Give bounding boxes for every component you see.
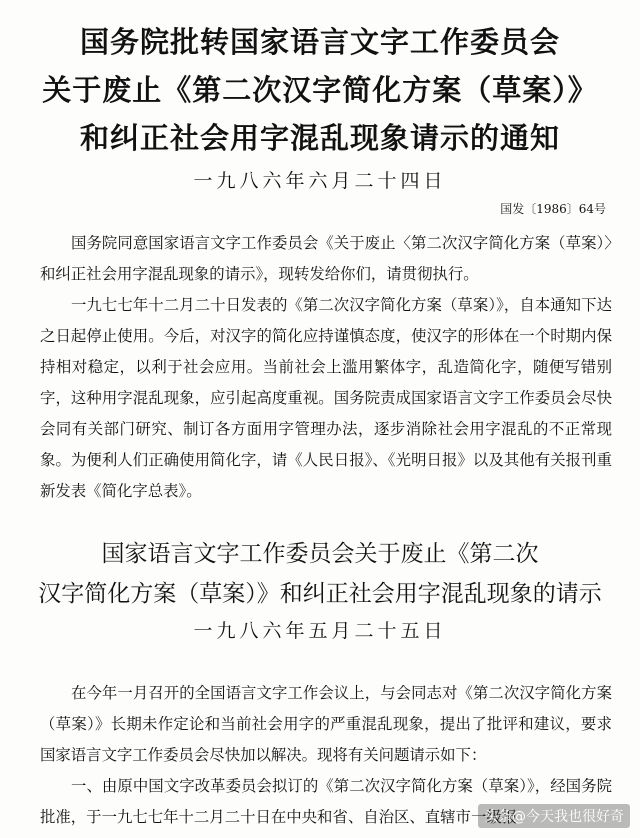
notice-title-line-2: 关于废止《第二次汉字简化方案（草案）》 — [42, 73, 598, 107]
document-number: 国发〔1986〕64号 — [500, 202, 606, 216]
request-paragraph-2: 一、由原中国文字改革委员会拟订的《第二次汉字简化方案（草案）》，经国务院批准，于一九七七年十二月二十日在中央和省、自治区、直辖市一级报 — [40, 777, 612, 826]
notice-paragraph-1: 国务院同意国家语言文字工作委员会《关于废止〈第二次汉字简化方案（草案）〉和纠正社会用字混乱现象的请示》，现转发给你们，请贯彻执行。 — [40, 234, 612, 283]
watermark-label: 头条@今天我也很好奇 — [478, 804, 630, 828]
notice-date: 一九八六年六月二十四日 — [193, 170, 447, 192]
request-date: 一九八六年五月二十五日 — [193, 620, 447, 642]
notice-title-line-1: 国务院批转国家语言文字工作委员会 — [79, 25, 560, 59]
notice-title-line-3: 和纠正社会用字混乱现象请示的通知 — [79, 121, 560, 155]
request-paragraph-1: 在今年一月召开的全国语言文字工作会议上，与会同志对《第二次汉字简化方案（草案）》长期未作定论和当前社会用字的严重混乱现象，提出了批评和建议，要求国家语言文字工作委员会尽快加以解决。现将有关问题请示如下： — [40, 684, 612, 764]
notice-paragraph-2: 一九七七年十二月二十日发表的《第二次汉字简化方案（草案）》，自本通知下达之日起停止使用。今后，对汉字的简化应持谨慎态度，使汉字的形体在一个时期内保持相对稳定，以利于社会应用。当前社会上滥用繁体字，乱造简化字，随便写错别字，这种用字混乱现象，应引起高度重视。国务院责成国家语言文字工作委员会尽快会同有关部门研究、制订各方面用字管理办法，逐步消除社会用字混乱的不正常现象。为便利人们正确使用简化字，请《人民日报》、《光明日报》以及其他有关报刊重新发表《简化字总表》。 — [40, 296, 612, 500]
request-title-line-2: 汉字简化方案（草案）》和纠正社会用字混乱现象的请示 — [38, 581, 602, 607]
request-title-line-1: 国家语言文字工作委员会关于废止《第二次 — [101, 541, 539, 567]
